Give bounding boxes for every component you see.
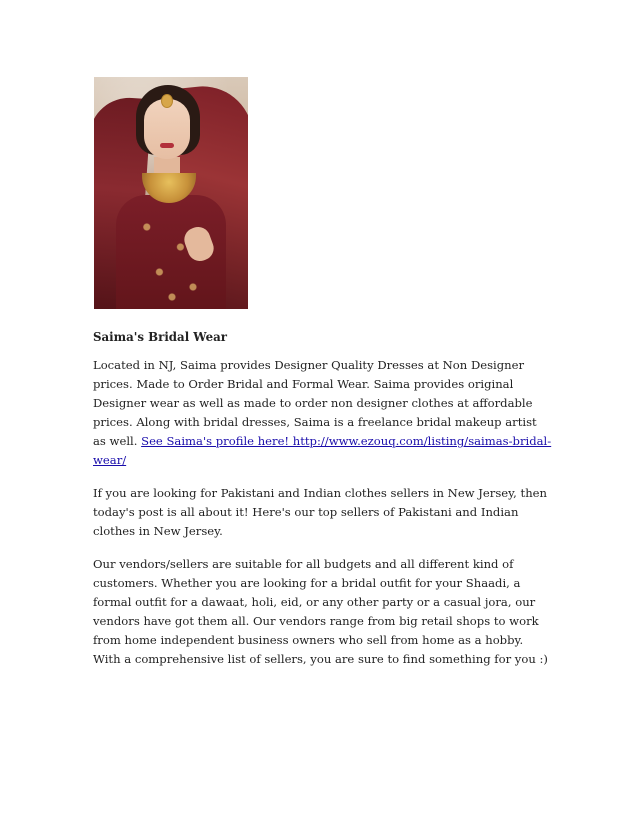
photo-face [144, 99, 190, 159]
photo-tikka [162, 95, 172, 107]
paragraph-intro [93, 356, 553, 470]
paragraph-vendors: Our vendors/sellers are suitable for all budgets and all different kind of customers. Whether you are looking for a bridal outfit for your Shaadi, a formal outfit for a dawaat, holi, eid, or any other party or a casual jora, our vendors have got them all. Our vendors range from big retail shops to work from home independent business owners who sell from home as a hobby. With a comprehensive list of sellers, you are sure to find something for you :) [93, 557, 548, 666]
article-body [93, 328, 553, 683]
article-title: Saima's Bridal Wear [93, 330, 227, 344]
profile-link[interactable]: See Saima's profile here! http://www.ezouq.com/listing/saimas-bridal-wear/ [93, 434, 552, 467]
bridal-photo [94, 77, 248, 309]
photo-lips [160, 143, 174, 148]
paragraph-sellers: If you are looking for Pakistani and Indian clothes sellers in New Jersey, then today's post is all about it! Here's our top sellers of Pakistani and Indian clothes in New Jersey. [93, 486, 547, 538]
paragraph-intro-text: Located in NJ, Saima provides Designer Quality Dresses at Non Designer prices. Made to Order Bridal and Formal Wear. Saima provides original Designer wear as well as made to order non designer clothes at affordable prices. Along with bridal dresses, Saima is a freelance bridal makeup artist as well. [93, 358, 537, 448]
